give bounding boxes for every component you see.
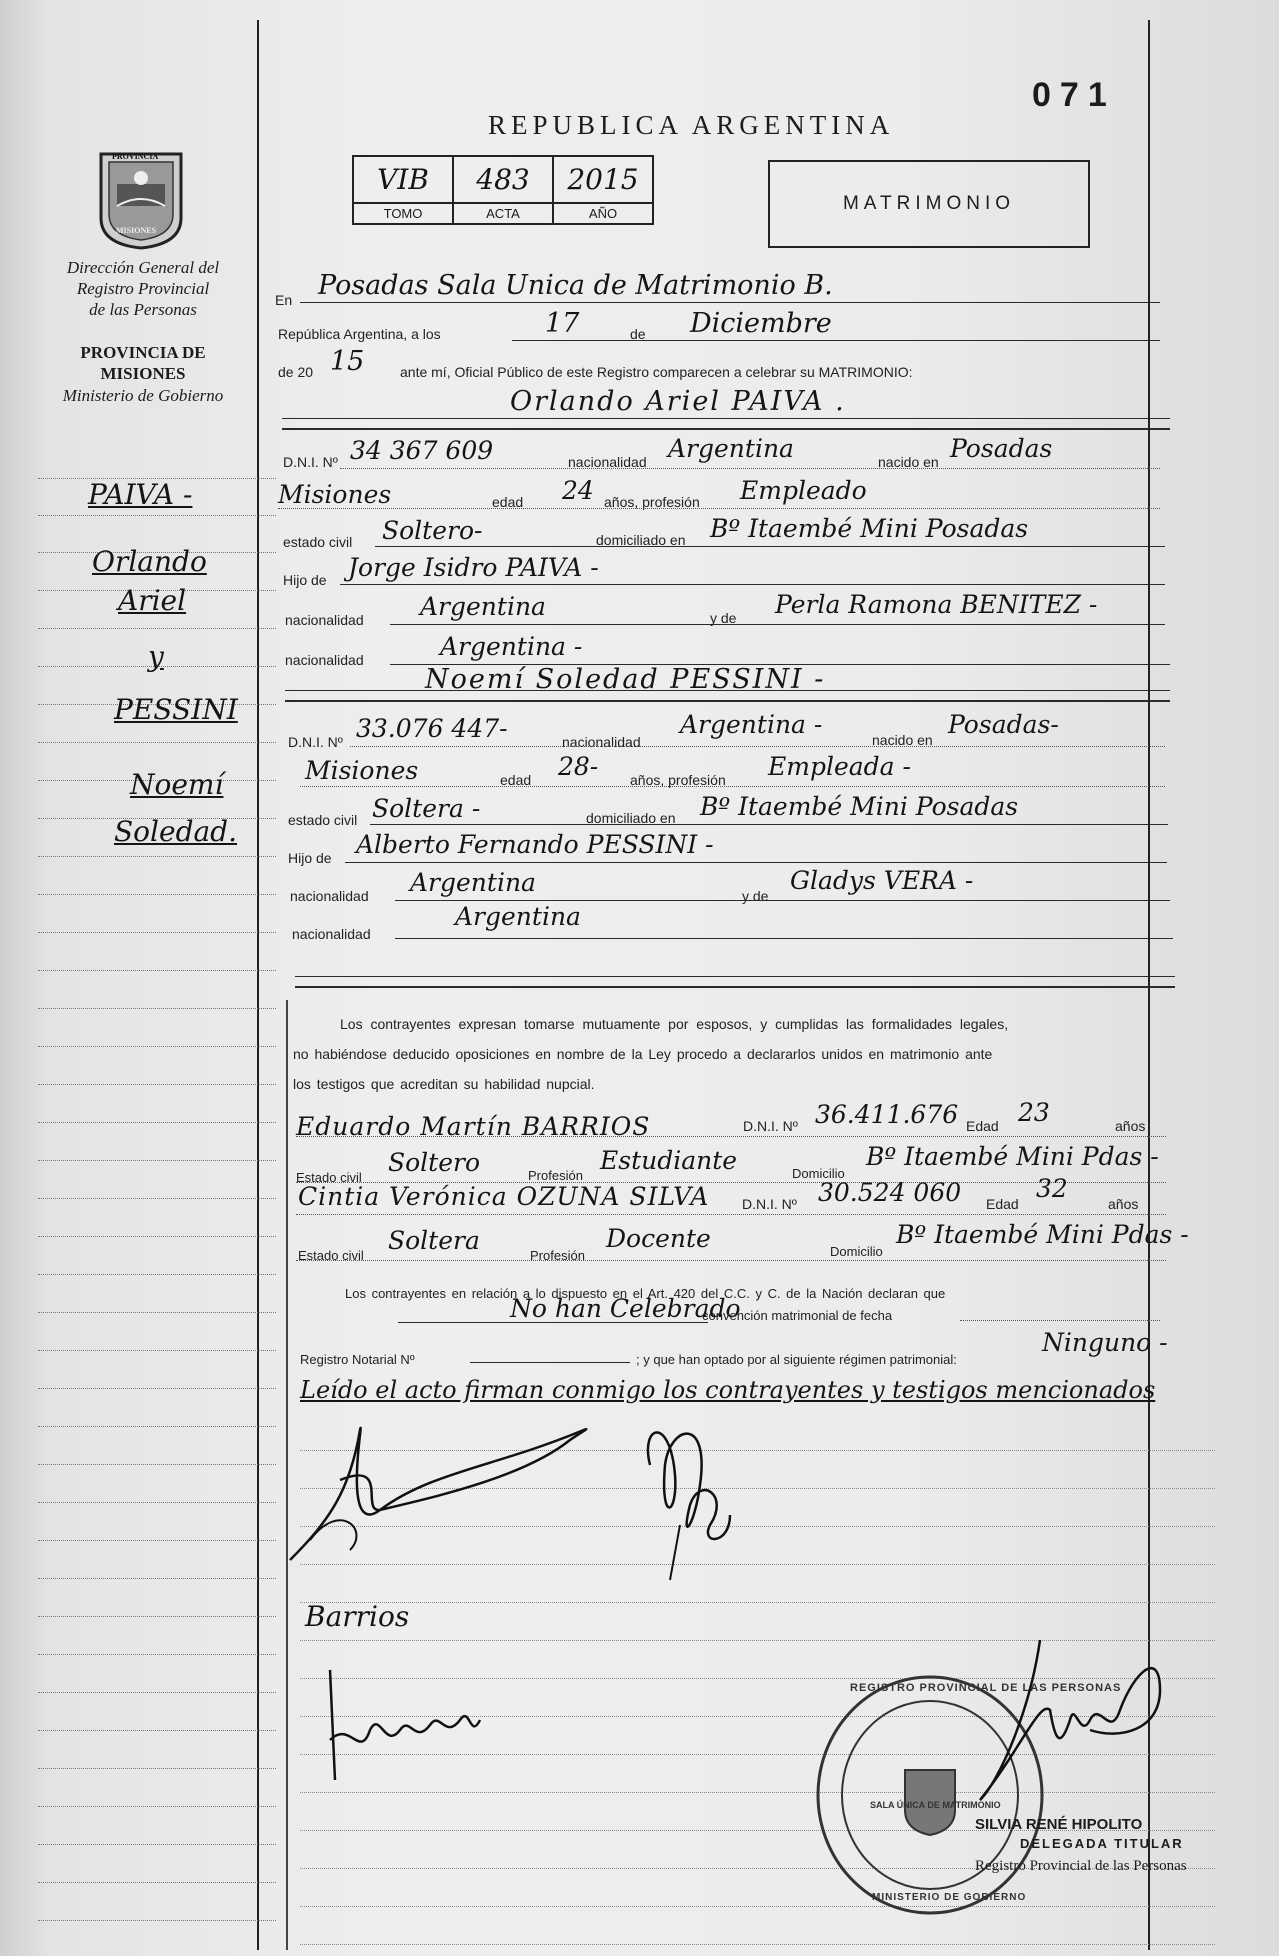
declaration-line-2: no habiéndose deducido oposiciones en nombre de la Ley procedo a declararlos unidos en matrimonio ante bbox=[293, 1046, 993, 1062]
en-label: En bbox=[275, 292, 293, 308]
closing-statement: Leído el acto firman conmigo los contrayentes y testigos mencionados bbox=[300, 1376, 1156, 1404]
ceremony-day: 17 bbox=[545, 308, 580, 339]
stamp-inner-text: SALA ÚNICA DE MATRIMONIO bbox=[870, 1800, 1001, 1810]
witness-2-domicile: Bº Itaembé Mini Pdas - bbox=[896, 1220, 1189, 1249]
witness-1-domicile: Bº Itaembé Mini Pdas - bbox=[866, 1142, 1159, 1171]
regime-value: Ninguno - bbox=[1042, 1328, 1168, 1357]
anio-label: AÑO bbox=[553, 203, 653, 224]
bride-mother-nat-label: nacionalidad bbox=[292, 926, 371, 942]
groom-domicile: Bº Itaembé Mini Posadas bbox=[710, 514, 1029, 543]
record-type-box bbox=[768, 160, 1090, 248]
margin-name-groom-1: Orlando bbox=[92, 545, 207, 578]
official-name: SILVIA RENÉ HIPOLITO bbox=[975, 1816, 1143, 1833]
date-line bbox=[512, 340, 1160, 341]
acta-label: ACTA bbox=[453, 203, 553, 224]
groom-age: 24 bbox=[562, 476, 594, 505]
witness-1-age: 23 bbox=[1018, 1098, 1050, 1127]
margin-name-groom-2: Ariel bbox=[118, 584, 187, 617]
groom-born-city: Posadas bbox=[950, 434, 1053, 463]
bride-profession: Empleada - bbox=[768, 752, 911, 781]
groom-father: Jorge Isidro PAIVA - bbox=[348, 553, 599, 582]
margin-name-bride-2: Soledad. bbox=[114, 815, 238, 848]
office-line-3: de las Personas bbox=[89, 300, 197, 319]
groom-domicile-label: domiciliado en bbox=[596, 532, 686, 548]
groom-prof-label: años, profesión bbox=[604, 494, 700, 510]
bride-domicile: Bº Itaembé Mini Posadas bbox=[700, 792, 1019, 821]
bride-born-province: Misiones bbox=[305, 756, 419, 785]
witness-signature-name: Barrios bbox=[305, 1600, 410, 1633]
groom-civil-label: estado civil bbox=[283, 534, 353, 550]
witness-2-profession: Docente bbox=[606, 1224, 711, 1253]
groom-mother-nat-label: nacionalidad bbox=[285, 652, 364, 668]
margin-surname-bride: PESSINI bbox=[114, 693, 238, 726]
record-reference-table bbox=[352, 155, 654, 225]
ceremony-month: Diciembre bbox=[690, 308, 832, 339]
bride-father-label: Hijo de bbox=[288, 850, 332, 866]
margin-surname-groom: PAIVA - bbox=[88, 478, 193, 511]
bride-age-label: edad bbox=[500, 772, 532, 788]
tomo-label: TOMO bbox=[353, 203, 453, 224]
bride-mother: Gladys VERA - bbox=[790, 866, 974, 895]
bride-domicile-label: domiciliado en bbox=[586, 810, 676, 826]
bride-father: Alberto Fernando PESSINI - bbox=[356, 830, 714, 859]
acta-value: 483 bbox=[453, 156, 553, 203]
witness-1-name: Eduardo Martín BARRIOS bbox=[296, 1112, 651, 1141]
appear-text: ante mí, Oficial Público de este Registro comparecen a celebrar su MATRIMONIO: bbox=[400, 364, 913, 380]
province-line-2: MISIONES bbox=[100, 364, 186, 383]
art-420-text: Los contrayentes en relación a lo dispuesto en el Art. 420 del C.C. y C. de la Nación declaran que bbox=[345, 1286, 946, 1301]
office-line-2: Registro Provincial bbox=[76, 279, 210, 298]
margin-name-bride-1: Noemí bbox=[130, 768, 224, 801]
bride-prof-label: años, profesión bbox=[630, 772, 726, 788]
official-office: Registro Provincial de las Personas bbox=[975, 1858, 1187, 1874]
witness-2-dni-label: D.N.I. Nº bbox=[742, 1196, 797, 1212]
declaration-line-1: Los contrayentes expresan tomarse mutuamente por esposos, y cumplidas las formalidades legales, bbox=[340, 1016, 1009, 1032]
tomo-value: VIB bbox=[353, 156, 453, 203]
groom-mother-label: y de bbox=[710, 610, 737, 626]
groom-dni-label: D.N.I. Nº bbox=[283, 454, 338, 470]
convention-value: No han Celebrado bbox=[510, 1294, 741, 1323]
witness-1-civil-status: Soltero bbox=[388, 1148, 481, 1177]
ministry-line: Ministerio de Gobierno bbox=[62, 386, 224, 405]
record-type-label: MATRIMONIO bbox=[842, 193, 1016, 214]
official-signature bbox=[960, 1630, 1180, 1810]
republic-label: República Argentina, a los bbox=[278, 326, 441, 342]
groom-signature bbox=[270, 1400, 610, 1570]
page-number: 071 bbox=[1032, 76, 1116, 114]
witness-2-civil-status: Soltera bbox=[388, 1226, 480, 1255]
witness-2-name: Cintia Verónica OZUNA SILVA bbox=[298, 1182, 710, 1211]
witness-1-civil-label: Estado civil bbox=[296, 1170, 362, 1185]
bride-dni: 33.076 447- bbox=[356, 714, 508, 743]
witness-2-civil-label: Estado civil bbox=[298, 1248, 364, 1263]
bride-nat-label: nacionalidad bbox=[562, 734, 641, 750]
bride-double-line bbox=[285, 700, 1170, 702]
witness-2-domicile-label: Domicilio bbox=[830, 1244, 883, 1259]
bride-mother-label: y de bbox=[742, 888, 769, 904]
seal-top-text: PROVINCIA bbox=[112, 152, 159, 161]
groom-dni: 34 367 609 bbox=[350, 436, 494, 465]
witness-1-prof-label: Profesión bbox=[528, 1168, 583, 1183]
witness-2-signature bbox=[300, 1660, 500, 1800]
witness-2-age: 32 bbox=[1036, 1174, 1068, 1203]
bride-dni-label: D.N.I. Nº bbox=[288, 734, 343, 750]
groom-nat-label: nacionalidad bbox=[568, 454, 647, 470]
stamp-bottom-text: MINISTERIO DE GOBIERNO bbox=[872, 1892, 1027, 1903]
ceremony-year-suffix: 15 bbox=[330, 346, 365, 377]
bride-father-nat: Argentina bbox=[410, 868, 536, 897]
declaration-line-3: los testigos que acreditan su habilidad nupcial. bbox=[293, 1076, 595, 1092]
witness-1-profession: Estudiante bbox=[600, 1146, 738, 1175]
witness-1-age-label: Edad bbox=[966, 1118, 999, 1134]
ceremony-place: Posadas Sala Unica de Matrimonio B. bbox=[318, 270, 833, 301]
bride-signature bbox=[620, 1405, 790, 1585]
groom-father-nat: Argentina bbox=[420, 592, 546, 621]
groom-father-nat-label: nacionalidad bbox=[285, 612, 364, 628]
groom-full-name: Orlando Ariel PAIVA . bbox=[510, 386, 846, 417]
stamp-outer-text: REGISTRO PROVINCIAL DE LAS PERSONAS bbox=[850, 1682, 1122, 1694]
witness-2-years-label: años bbox=[1108, 1196, 1139, 1212]
bride-age: 28- bbox=[558, 752, 599, 781]
official-title: DELEGADA TITULAR bbox=[1020, 1836, 1184, 1851]
bride-civil-label: estado civil bbox=[288, 812, 358, 828]
witness-1-domicile-label: Domicilio bbox=[792, 1166, 845, 1181]
document-country-title: REPUBLICA ARGENTINA bbox=[488, 110, 895, 140]
witness-1-dni: 36.411.676 bbox=[815, 1100, 959, 1129]
place-line bbox=[300, 302, 1160, 303]
year-prefix: de 20 bbox=[278, 364, 314, 380]
bride-father-nat-label: nacionalidad bbox=[290, 888, 369, 904]
groom-mother: Perla Ramona BENITEZ - bbox=[775, 590, 1098, 619]
convention-label: convención matrimonial de fecha bbox=[702, 1308, 893, 1323]
office-line-1: Dirección General del bbox=[66, 258, 220, 277]
groom-profession: Empleado bbox=[740, 476, 867, 505]
margin-conjunction: y bbox=[148, 640, 164, 673]
groom-name-line bbox=[282, 418, 1170, 419]
de-label: de bbox=[630, 326, 646, 342]
witness-2-prof-label: Profesión bbox=[530, 1248, 585, 1263]
groom-mother-nat: Argentina - bbox=[440, 632, 583, 661]
bride-mother-nat: Argentina bbox=[455, 902, 581, 931]
groom-age-label: edad bbox=[492, 494, 524, 510]
notarial-label: Registro Notarial Nº bbox=[300, 1352, 415, 1367]
groom-father-label: Hijo de bbox=[283, 572, 327, 588]
bride-born-label: nacido en bbox=[872, 732, 933, 748]
groom-civil-status: Soltero- bbox=[382, 516, 483, 545]
groom-born-province: Misiones bbox=[278, 480, 392, 509]
groom-nationality: Argentina bbox=[668, 434, 794, 463]
witness-2-age-label: Edad bbox=[986, 1196, 1019, 1212]
witness-2-dni: 30.524 060 bbox=[818, 1178, 962, 1207]
groom-double-line bbox=[282, 428, 1170, 430]
witness-1-dni-label: D.N.I. Nº bbox=[743, 1118, 798, 1134]
left-margin-line bbox=[257, 20, 259, 1950]
bride-nationality: Argentina - bbox=[680, 710, 823, 739]
bride-civil-status: Soltera - bbox=[372, 794, 481, 823]
witness-1-years-label: años bbox=[1115, 1118, 1146, 1134]
regime-label: ; y que han optado por al siguiente régimen patrimonial: bbox=[636, 1352, 957, 1367]
bride-full-name: Noemí Soledad PESSINI - bbox=[425, 664, 826, 695]
groom-born-label: nacido en bbox=[878, 454, 939, 470]
bride-name-line bbox=[285, 690, 1170, 691]
seal-bottom-text: MISIONES bbox=[116, 226, 157, 235]
province-line-1: PROVINCIA DE bbox=[80, 343, 206, 362]
bride-born-city: Posadas- bbox=[948, 710, 1059, 739]
anio-value: 2015 bbox=[553, 156, 653, 203]
